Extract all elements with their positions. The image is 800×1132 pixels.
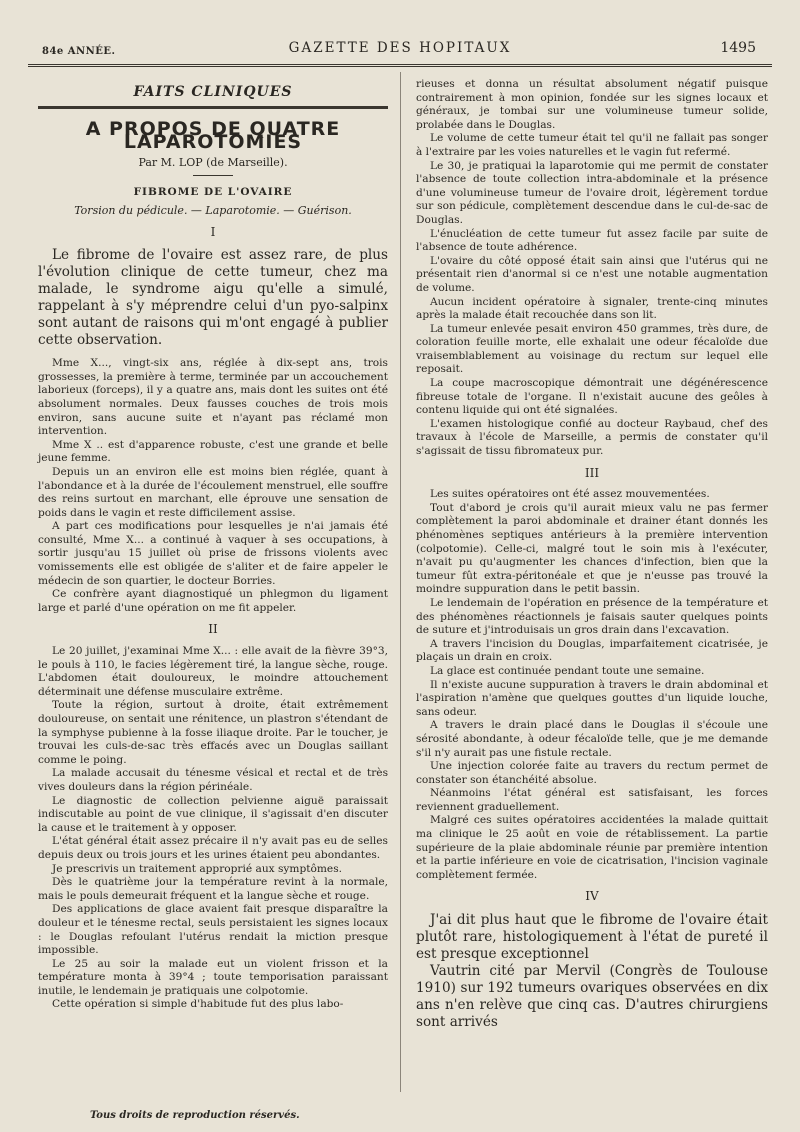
paragraph: Cette opération si simple d'habitude fut des plus labo- <box>52 998 344 1011</box>
paragraph: Tout d'abord je crois qu'il aurait mieux valu ne pas fermer complètement la paroi abdominale et drainer étant donnés les phénomènes septiques antérieurs à la première intervention (colpotomie). Celle-ci, malgré tout le soin mis à l'exécuter, n'avait pu qu'augmenter les chances d'infection, bien que la tumeur fût extra-péritonéale et que je n'eusse pas trouvé la moindre suppuration dans le petit bassin. <box>416 501 768 596</box>
paragraph: Le volume de cette tumeur était tel qu'il ne fallait pas songer à l'extraire par les voies naturelles et le vagin fut refermé. <box>416 132 768 158</box>
case-heading: FIBROME DE L'OVAIRE <box>133 186 293 199</box>
newspaper-title: GAZETTE DES HOPITAUX <box>288 40 512 56</box>
rubric-heading: FAITS CLINIQUES <box>133 84 293 100</box>
paragraph: Je prescrivis un traitement approprié aux symptômes. <box>52 862 342 875</box>
left-column <box>38 78 388 1012</box>
title-rule <box>193 175 233 176</box>
paragraph: Malgré ces suites opératoires accidentées la malade quittait ma clinique le 25 août en voie de rétablissement. La partie supérieure de la plaie abdominale réunie par première intention et la partie inférieure en voie de cicatrisation, l'incision vaginale complètement fermée. <box>416 814 768 881</box>
rubric-rule <box>38 106 388 109</box>
paragraph: Toute la région, surtout à droite, était extrêmement douloureuse, on sentait une rénitence, un plastron s'étendant de la symphyse pubienne à la fosse iliaque droite. Par le toucher, je trouvai les culs-de-sac très effacés avec un Douglas saillant comme le poing. <box>38 699 388 766</box>
paragraph: La coupe macroscopique démontrait une dégénérescence fibreuse totale de l'organe. Il n'existait aucune des geôles à contenu liquide qui ont été signalées. <box>416 377 768 417</box>
lead-paragraph: Le fibrome de l'ovaire est assez rare, de plus l'évolution clinique de cette tumeur, chez ma malade, le syndrome aigu qu'elle a simulé, rappelant à s'y méprendre celui d'un pyo-salpinx sont autant de raisons qui m'ont engagé à publier cette observation. <box>38 247 388 349</box>
paragraph: La glace est continuée pendant toute une semaine. <box>430 664 705 677</box>
page-header <box>28 36 772 67</box>
page-number: 1495 <box>720 40 756 56</box>
section-heading-2: II <box>208 622 218 637</box>
section-heading-4: IV <box>585 889 599 904</box>
paragraph: Le diagnostic de collection pelvienne aiguë paraissait indiscutable au point de vue clinique, il s'agissait d'en discuter la cause et le traitement à y opposer. <box>38 794 388 834</box>
paragraph: A travers le drain placé dans le Douglas il s'écoule une sérosité abondante, à odeur fécaloïde telle, que je me demande s'il n'y aurait pas une fistule rectale. <box>416 719 768 759</box>
copyright-notice: Tous droits de reproduction réservés. <box>90 1110 300 1121</box>
paragraph: Le 30, je pratiquai la laparotomie qui me permit de constater l'absence de toute collection intra-abdominale et la présence d'une volumineuse tumeur de l'ovaire droit, légèrement tordue sur son pédicule, complètement descendue dans le cul-de-sac de Douglas. <box>416 159 768 226</box>
case-subtitle: Torsion du pédicule. — Laparotomie. — Guérison. <box>74 203 352 217</box>
article-author: Par M. LOP (de Marseille). <box>138 155 288 169</box>
paragraph: La malade accusait du ténesme vésical et rectal et de très vives douleurs dans la région périnéale. <box>38 767 388 793</box>
paragraph: Une injection colorée faite au travers du rectum permet de constater son étanchéité absolue. <box>416 760 768 786</box>
section-heading-1: I <box>210 224 216 239</box>
paragraph: A travers l'incision du Douglas, imparfaitement cicatrisée, je plaçais un drain en croix. <box>416 637 768 664</box>
article-title: A PROPOS DE QUATRE LAPAROTOMIES <box>85 117 341 154</box>
volume-label: 84e ANNÉE. <box>42 46 116 57</box>
paragraph: Dès le quatrième jour la température revint à la normale, mais le pouls demeurait fréquent et la langue sèche et rouge. <box>38 876 388 902</box>
paragraph: L'état général était assez précaire il n'y avait pas eu de selles depuis deux ou trois jours et les urines étaient peu abondantes. <box>38 835 388 861</box>
paragraph: L'examen histologique confié au docteur Raybaud, chef des travaux à l'école de Marseille, a permis de constater qu'il s'agissait de tissu fibromateux pur. <box>416 417 768 458</box>
paragraph: L'ovaire du côté opposé était sain ainsi que l'utérus qui ne présentait rien d'anormal si ce n'est une notable augmentation de volume. <box>416 254 768 294</box>
paragraph: Le 25 au soir la malade eut un violent frisson et la température monta à 39°4 ; toute temporisation paraissant inutile, le lendemain je pratiquais une colpotomie. <box>38 957 388 997</box>
paragraph: La tumeur enlevée pesait environ 450 grammes, très dure, de coloration feuille morte, elle exhalait une odeur fécaloïde due vraisemblablement au voisinage du rectum sur lequel elle reposait. <box>416 322 768 376</box>
paragraph: A part ces modifications pour lesquelles je n'ai jamais été consulté, Mme X... a continué à vaquer à ses occupations, à sortir jusqu'au 15 juillet où prise de frissons violents avec vomissements elle est obligée de s'aliter et de faire appeler le médecin de son quartier, le docteur Borries. <box>38 520 388 587</box>
paragraph: Les suites opératoires ont été assez mouvementées. <box>430 488 710 501</box>
lead-paragraph: Vautrin cité par Mervil (Congrès de Toulouse 1910) sur 192 tumeurs ovariques observées en dix ans n'en relève que cinq cas. D'autres chirurgiens sont arrivés <box>416 963 768 1031</box>
right-column <box>416 78 768 1039</box>
paragraph: Mme X..., vingt-six ans, réglée à dix-sept ans, trois grossesses, la première à terme, terminée par un accouchement laborieux (forceps), il y a quatre ans, mais dont les suites ont été absolument normales. Deux fausses couches de trois mois environ, sans aucune suite et n'ayant pas réclamé mon intervention. <box>38 357 388 438</box>
paragraph: L'énucléation de cette tumeur fut assez facile par suite de l'absence de toute adhérence. <box>416 227 768 254</box>
paragraph: rieuses et donna un résultat absolument négatif puisque contrairement à mon opinion, fondée sur les signes locaux et généraux, je tombai sur une volumineuse tumeur solide, prolabée dans le Douglas. <box>416 78 768 131</box>
paragraph: Des applications de glace avaient fait presque disparaître la douleur et le ténesme rectal, seuls persistaient les signes locaux : le Douglas refoulant l'utérus rendait la miction presque impossible. <box>38 903 388 957</box>
column-divider <box>400 72 401 1092</box>
lead-paragraph: J'ai dit plus haut que le fibrome de l'ovaire était plutôt rare, histologiquement à l'état de pureté il est presque exceptionnel <box>416 912 768 963</box>
paragraph: Il n'existe aucune suppuration à travers le drain abdominal et l'aspiration n'amène que quelques gouttes d'un liquide louche, sans odeur. <box>416 678 768 718</box>
paragraph: Néanmoins l'état général est satisfaisant, les forces reviennent graduellement. <box>416 787 768 813</box>
section-heading-3: III <box>584 465 600 480</box>
paragraph: Mme X .. est d'apparence robuste, c'est une grande et belle jeune femme. <box>38 438 388 465</box>
paragraph: Le 20 juillet, j'examinai Mme X... : elle avait de la fièvre 39°3, le pouls à 110, le facies légèrement tiré, la langue sèche, rouge. L'abdomen était douloureux, le moindre attouchement déterminait une défense musculaire extrême. <box>38 645 388 698</box>
paragraph: Aucun incident opératoire à signaler, trente-cinq minutes après la malade était recouchée dans son lit. <box>416 295 768 322</box>
paragraph: Depuis un an environ elle est moins bien réglée, quant à l'abondance et à la durée de l'écoulement menstruel, elle souffre des reins surtout en marchant, elle éprouve une sensation de poids dans le vagin et reste difficilement assise. <box>38 465 388 519</box>
paragraph: Le lendemain de l'opération en présence de la température et des phénomènes réactionnels je faisais sauter quelques points de suture et j'introduisais un gros drain dans l'excavation. <box>416 596 768 637</box>
paragraph: Ce confrère ayant diagnostiqué un phlegmon du ligament large et parlé d'une opération on me fit appeler. <box>38 588 388 614</box>
